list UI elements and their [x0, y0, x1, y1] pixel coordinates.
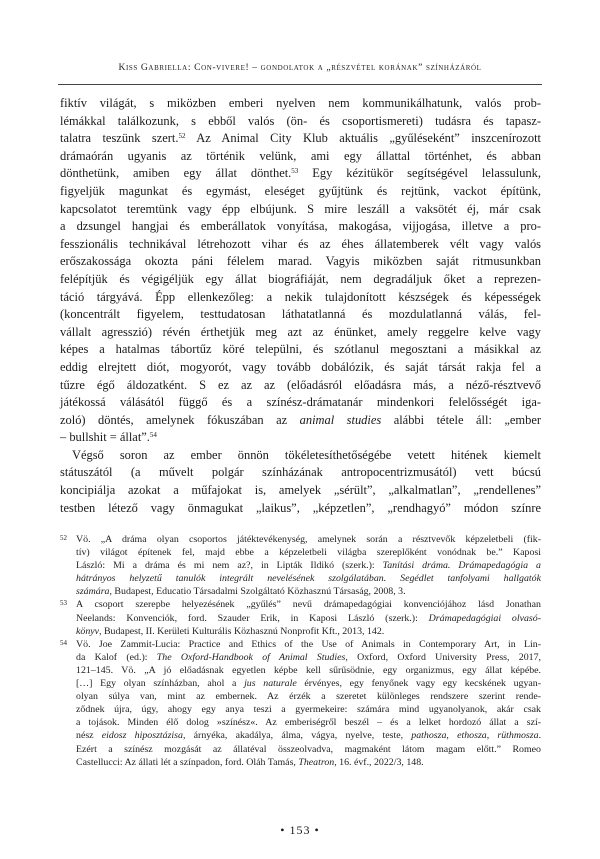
body-line: tűzre égő áldozatként. S ez az az (előadásról előadásra más, a néző-résztvevő: [60, 377, 541, 392]
body-line: zoló) döntés, amelynek fókuszában az animal studies alábbi tétele áll: „ember: [60, 412, 541, 427]
footnote-line: 121–145. Vö. „A jó előadásnak egyetlen képbe kell sűrűsödnie, egy organizmus, egy állat képébe.: [76, 664, 541, 676]
body-line: státuszától (a művelt polgár színházának antropocentrizmusától) vett búcsú: [60, 465, 541, 480]
footnote-line: A csoport szerepbe helyezésének „gyűlés” nevű drámapedagógiai konvenciójához lásd Jonathan: [76, 599, 541, 611]
body-line: fesszionális technikával létrehozott vihar és az éhes állatemberek vélt vagy valós: [60, 236, 541, 251]
body-line: talatra teszünk szert.$^{52}$ Az Animal City Klub aktuális „gyűléseként” inszcenírozott: [60, 131, 541, 146]
body-line: képes a hatalmas tábortűz köré települni, és szótlanul megosztani a másikkal az: [60, 342, 541, 357]
body-line: (koncentrált figyelem, testtudatosan láthatatlanná és mozdulatlanná válás, fel-: [60, 307, 541, 322]
body-line: drámaórán ugyanis az történik velünk, ami egy állattal történhet, és abban: [60, 148, 541, 163]
body-line: táció tárgyává. Épp ellenkezőleg: a nekik tulajdonított készségek és képességek: [60, 289, 541, 304]
body-text: [60, 95, 541, 517]
footnote-line: […] Egy olyan színházban, ahol a jus naturale érvényes, egy fenyőnek vagy egy kecskének ugyan-: [76, 678, 541, 690]
body-line: testben létező vagy önmagukat „laikus”, „képzetlen”, „rendhagyó” módon színre: [60, 500, 541, 515]
footnote-line: László: Mi a dráma és mi nem az?, in Lipták Ildikó (szerk.): Tanítási dráma. Drámapedagógia a: [76, 560, 541, 572]
running-header: Kiss Gabriella: Con-vivere! – gondolatok a „részvétel korának” színházáról: [118, 62, 482, 73]
body-line: koncipiálja azokat a műfajokat is, amelyek „sérült”, „alkalmatlan”, „rendellenes”: [60, 483, 541, 498]
footnote-line: da Kalof (ed.): The Oxford-Handbook of Animal Studies, Oxford, Oxford University Press, 2017,: [76, 651, 541, 663]
footnote-ref: 53: [291, 167, 299, 176]
footnote-ref: 52: [178, 132, 186, 141]
footnote-line: Neelands: Konvenciók, ford. Szauder Erik, in Kaposi László (szerk.): Drámapedagógiai olvasó-: [76, 612, 541, 624]
footnote: [60, 638, 541, 769]
footnote: [60, 533, 541, 598]
footnote-line: számára, Budapest, Educatio Társadalmi Szolgáltató Közhasznú Társaság, 2008, 3.: [76, 586, 406, 598]
footnote-line: hátrányos helyzetű tanulók integrált nevelésének szolgálatában. Segédlet tanfolyami hallgatók: [76, 573, 541, 585]
footnote-line: Vö. Joe Zammit-Lucia: Practice and Ethics of the Use of Animals in Contemporary Art, in Lin-: [76, 638, 541, 650]
body-line: vállalt agresszió) révén érthetjük meg azt az énünket, amely reggelre kelve vagy: [60, 324, 541, 339]
footnote-line: Castellucci: Az állati lét a színpadon, ford. Oláh Tamás, Theatron, 16. évf., 2022/3, 148.: [76, 756, 424, 768]
footnote-line: Ezért a színész mozgását az állatéval összeolvadva, magmaként látom magam előtt.” Romeo: [76, 743, 541, 755]
footnote-number: 52: [60, 534, 67, 542]
footnote-line: Vö. „A dráma olyan csoportos játéktevékenység, amelynek során a résztvevők képzeletbeli (fik-: [76, 534, 541, 545]
body-line: fiktív világát, s miközben emberi nyelven nem kommunikálhatunk, valós prob-: [60, 96, 541, 110]
body-line: felépítjük és végigéljük egy állat biográfiáját, nem degradáljuk őket a reprezen-: [60, 271, 541, 286]
header-rule: [58, 84, 542, 85]
body-line: lémákkal találkozunk, s ebből valós (ön- és csoportismereti) tudásra és tapasz-: [60, 113, 541, 128]
footnotes: [60, 533, 541, 769]
footnote: [60, 598, 541, 637]
footnote-number: 53: [60, 599, 67, 608]
footnote-line: ződnek újra, úgy, ahogy egy anya teszi a gyermekeire: számára mind ugyanolyanok, akár csak: [76, 704, 541, 716]
body-line: a dzsungel hangjai és emberállatok vonyítása, makogása, vijjogása, illetve a pro-: [60, 219, 541, 234]
body-line: figyeljük magunkat és egymást, eleséget gyűjtünk és rejtünk, vackot építünk,: [60, 183, 541, 198]
body-line: kapcsolatot teremtünk vagy épp elbújunk. S mire leszáll a vaksötét éj, már csak: [60, 201, 541, 216]
body-line: dönthetünk, amiben egy állat dönthet.$^{53}$ Egy kézitükör segítségével lelassulunk,: [60, 166, 541, 181]
footnote-line: a tojások. Minden élő dolog »színész«. Az emberiségről beszél – és a lelket hordozó állat a szí-: [76, 717, 541, 729]
page-number: • 153 •: [280, 823, 320, 837]
body-line: játékossá válásától függő és a színész-drámatanár mindenkori felelősségét iga-: [60, 395, 541, 410]
body-line: – bullshit = állat”.$^{54}$: [60, 430, 157, 445]
body-line: erőszakossága okozta páni félelem marad. Vagyis miközben saját ritmusunkban: [60, 254, 541, 269]
footnote-line: tív) világot építenek fel, majd ebbe a képzeletbeli világba szereplőként vonódnak be.” Kaposi: [76, 547, 541, 559]
footnote-number: 54: [60, 638, 67, 647]
body-line: Végső soron az ember önnön tökéletesíthetőségébe vetett hitének kiemelt: [72, 447, 541, 462]
footnote-line: könyv, Budapest, II. Kerületi Kulturális Közhasznú Nonprofit Kft., 2013, 142.: [76, 625, 385, 637]
body-line: eddig elrejtett diót, mogyorót, vagy tovább dobálózik, és saját társát rakja fel a: [60, 359, 541, 374]
footnote-line: nész eidosz hiposztázisa, árnyéka, akadálya, álma, vágya, nyelve, teste, pathosza, ethosza, rüthmosza.: [76, 730, 542, 742]
footnote-ref: 54: [149, 431, 157, 440]
footnote-line: olyan súlya van, mint az embernek. Az érzék a szeretet különleges rendszere szerint rende-: [76, 691, 541, 703]
